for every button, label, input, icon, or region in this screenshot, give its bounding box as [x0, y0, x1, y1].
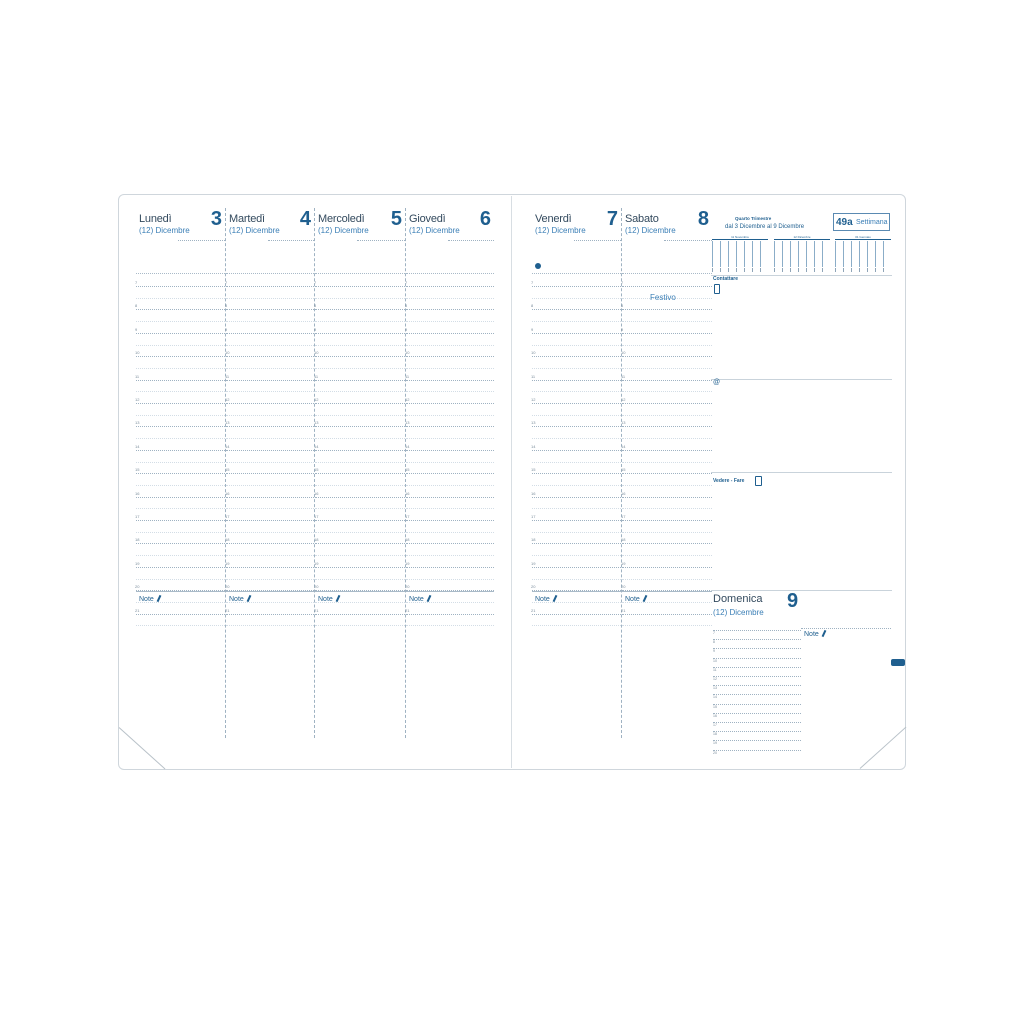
note-label: [139, 595, 160, 603]
hour-label: 21: [225, 607, 230, 613]
festivo-label: Festivo: [650, 293, 676, 302]
note-text: Note: [409, 596, 424, 603]
day-number: 7: [606, 208, 618, 230]
hour-label: 12: [621, 397, 626, 402]
hour-label: 15: [314, 467, 319, 473]
day-number: 3: [210, 208, 222, 230]
day-name: Martedì: [229, 213, 265, 225]
hour-label: 18: [135, 537, 140, 543]
hour-label: 12: [531, 397, 536, 402]
hour-label: 14: [713, 695, 717, 700]
contacts-label: Contattare: [713, 276, 739, 282]
hour-label: 17: [621, 514, 626, 519]
hour-label: 10: [713, 658, 717, 663]
hour-label: 19: [531, 560, 536, 566]
hour-label: 12: [713, 677, 717, 681]
hour-label: 17: [314, 514, 319, 519]
pen-icon: [821, 630, 826, 637]
hour-label: 8: [225, 303, 228, 309]
hour-label: 12: [314, 397, 319, 402]
week-range: dal 3 Dicembre al 9 Dicembre: [725, 224, 805, 230]
hour-label: 15: [531, 467, 536, 473]
hour-label: 15: [135, 467, 140, 473]
hour-label: 17: [405, 514, 410, 519]
hour-label: 18: [531, 537, 536, 543]
page-fold: [511, 196, 512, 768]
hour-label: 14: [225, 443, 230, 449]
note-text: Note: [229, 596, 244, 603]
mini-calendar-title: 01 Gennaio: [835, 235, 891, 240]
mini-calendar-december: [774, 235, 830, 273]
hour-label: 11: [713, 667, 717, 672]
hour-label: 9: [225, 326, 228, 332]
hour-label: 7: [314, 280, 317, 285]
hour-label: 20: [314, 584, 319, 590]
hour-label: 14: [314, 443, 319, 449]
day-name: Giovedì: [409, 213, 446, 225]
hour-label: 10: [621, 350, 626, 356]
hour-label: 10: [405, 350, 410, 356]
hour-label: 10: [225, 350, 230, 356]
hour-label: 11: [314, 373, 319, 379]
sunday-month: (12) Dicembre: [713, 608, 764, 617]
hour-label: 17: [135, 514, 140, 519]
sunday-number: 9: [787, 590, 799, 612]
bullet-icon: [535, 263, 541, 269]
hour-label: 19: [314, 560, 319, 566]
clipboard-icon: [755, 476, 762, 486]
todo-label: Vedere - Fare: [713, 478, 745, 484]
mini-calendar-november: [712, 235, 768, 273]
hour-label: 21: [405, 607, 410, 613]
hour-label: 18: [713, 732, 717, 737]
hour-label: 13: [713, 686, 717, 691]
hour-label: 8: [135, 303, 138, 309]
mini-calendar-title: 11 Novembre: [712, 235, 768, 240]
hour-label: 12: [135, 397, 140, 402]
sunday-note-label: [804, 630, 825, 638]
day-month: (12) Dicembre: [229, 226, 280, 235]
hour-label: 9: [135, 326, 138, 332]
hour-label: 14: [621, 443, 626, 449]
bookmark-tab-icon: [891, 659, 905, 666]
day-name: Lunedì: [139, 213, 172, 225]
hour-label: 11: [531, 373, 536, 379]
hour-label: 7: [621, 280, 624, 285]
hour-label: 20: [531, 584, 536, 590]
hour-label: 19: [405, 560, 410, 566]
day-name: Venerdì: [535, 213, 572, 225]
day-name: Mercoledì: [318, 213, 365, 225]
week-label: Settimana: [856, 219, 888, 226]
hour-label: 14: [405, 443, 410, 449]
hour-label: 16: [135, 490, 140, 496]
day-column: [405, 208, 494, 738]
hour-label: 7: [713, 631, 715, 635]
hour-label: 14: [135, 443, 140, 449]
hour-label: 15: [405, 467, 410, 473]
hour-label: 10: [531, 350, 536, 356]
hour-label: 13: [225, 420, 230, 426]
sunday-name: Domenica: [713, 593, 763, 605]
hour-label: 19: [621, 560, 626, 566]
day-column: [225, 208, 317, 738]
hour-label: 15: [713, 704, 717, 709]
note-label: [535, 595, 556, 603]
sunday-block: [711, 590, 892, 755]
hour-label: 16: [405, 490, 410, 496]
at-icon: @: [713, 379, 721, 386]
hour-label: 13: [135, 420, 140, 426]
mini-calendar-january: [835, 235, 891, 273]
day-number: 4: [299, 208, 311, 230]
hour-label: 7: [135, 280, 138, 285]
hour-label: 9: [621, 326, 624, 332]
hour-label: 7: [531, 280, 534, 285]
hour-label: 20: [405, 584, 410, 590]
day-number: 5: [390, 208, 402, 230]
hour-label: 11: [621, 373, 626, 379]
hour-label: 11: [405, 373, 410, 379]
hour-label: 12: [225, 397, 230, 402]
day-month: (12) Dicembre: [318, 226, 369, 235]
hour-label: 11: [135, 373, 140, 379]
day-month: (12) Dicembre: [409, 226, 460, 235]
hour-label: 20: [713, 750, 717, 755]
phone-icon: [714, 284, 720, 294]
hour-label: 15: [225, 467, 230, 473]
day-number: 8: [697, 208, 709, 230]
note-text: Note: [535, 596, 550, 603]
day-month: (12) Dicembre: [625, 226, 676, 235]
hour-label: 21: [531, 607, 536, 613]
day-month: (12) Dicembre: [535, 226, 586, 235]
hour-label: 9: [531, 326, 534, 332]
hour-label: 16: [225, 490, 230, 496]
hour-label: 18: [225, 537, 230, 543]
hour-label: 17: [225, 514, 230, 519]
note-text: Note: [625, 596, 640, 603]
hour-label: 21: [621, 607, 626, 613]
hour-label: 8: [713, 640, 715, 645]
hour-label: 9: [405, 326, 408, 332]
note-label: [318, 595, 339, 603]
hour-label: 18: [621, 537, 626, 543]
note-text: Note: [318, 596, 333, 603]
day-column: [314, 208, 408, 738]
hour-label: 16: [713, 713, 717, 718]
hour-label: 9: [713, 649, 715, 654]
note-text: Note: [804, 631, 819, 638]
hour-label: 9: [314, 326, 317, 332]
hour-label: 12: [405, 397, 410, 402]
quarter-title: Quarto Trimestre: [735, 216, 772, 221]
hour-label: 14: [531, 443, 536, 449]
day-number: 6: [479, 208, 491, 230]
hour-label: 13: [531, 420, 536, 426]
hour-label: 8: [314, 303, 317, 309]
hour-label: 20: [621, 584, 626, 590]
day-column: [135, 208, 228, 738]
day-column: [621, 208, 712, 738]
hour-label: 21: [314, 607, 319, 613]
day-name: Sabato: [625, 213, 659, 225]
hour-label: 20: [225, 584, 230, 590]
hour-label: 11: [225, 373, 230, 379]
mini-calendar-title: 12 Dicembre: [774, 235, 830, 240]
week-number-box: [833, 213, 890, 231]
day-column: [531, 208, 624, 738]
note-text: Note: [139, 596, 154, 603]
hour-label: 20: [135, 584, 140, 590]
hour-label: 10: [135, 350, 140, 356]
hour-label: 19: [225, 560, 230, 566]
hour-label: 21: [135, 607, 140, 613]
hour-label: 19: [135, 560, 140, 566]
hour-label: 16: [314, 490, 319, 496]
hour-label: 13: [314, 420, 319, 426]
hour-label: 8: [405, 303, 408, 309]
hour-label: 18: [405, 537, 410, 543]
day-month: (12) Dicembre: [139, 226, 190, 235]
hour-label: 8: [621, 303, 624, 309]
hour-label: 18: [314, 537, 319, 543]
hour-label: 17: [713, 723, 717, 727]
hour-label: 7: [225, 280, 228, 285]
hour-label: 13: [621, 420, 626, 426]
hour-label: 16: [531, 490, 536, 496]
hour-label: 15: [621, 467, 626, 473]
hour-label: 7: [405, 280, 408, 285]
note-label: [625, 595, 646, 603]
hour-label: 10: [314, 350, 319, 356]
week-number: 49a: [836, 217, 853, 228]
hour-label: 16: [621, 490, 626, 496]
hour-label: 8: [531, 303, 534, 309]
note-label: [229, 595, 250, 603]
hour-label: 13: [405, 420, 410, 426]
hour-label: 17: [531, 514, 536, 519]
note-label: [409, 595, 430, 603]
hour-label: 19: [713, 741, 717, 746]
